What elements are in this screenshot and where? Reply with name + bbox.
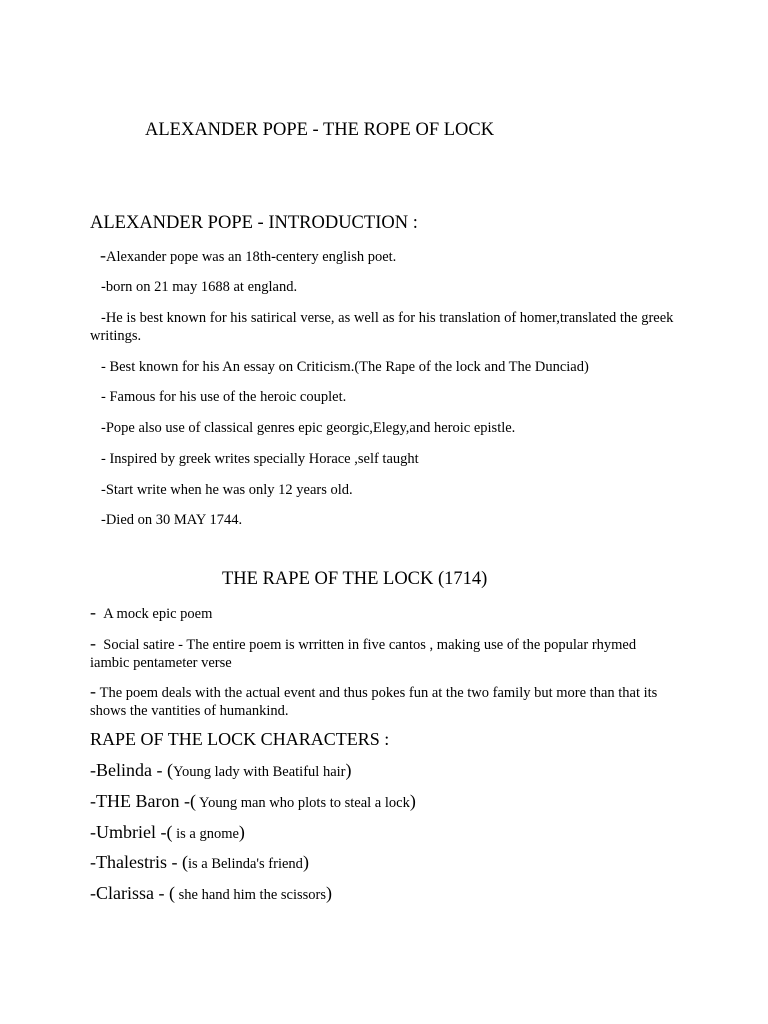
character-name: -Clarissa - ( [90, 883, 175, 903]
character-close: ) [326, 883, 333, 903]
bullet-dash: - [90, 681, 96, 701]
character-item [90, 822, 245, 843]
character-desc: Young lady with Beatiful hair [172, 764, 346, 780]
document-title: ALEXANDER POPE - THE ROPE OF LOCK [145, 120, 495, 140]
character-close: ) [302, 852, 309, 872]
point-text: Social satire - The entire poem is wrritten in five cantos , making use of the popular rhymed iambic pentameter verse [90, 637, 637, 671]
character-close: ) [345, 760, 352, 780]
character-desc: is a Belinda's friend [187, 856, 303, 872]
intro-point: -born on 21 may 1688 at england. [101, 279, 298, 295]
bullet-dash: - [90, 602, 96, 622]
character-close: ) [409, 791, 416, 811]
character-name: -Thalestris - ( [90, 852, 188, 872]
character-item [90, 760, 351, 781]
poem-heading: THE RAPE OF THE LOCK (1714) [222, 569, 488, 589]
characters-heading: RAPE OF THE LOCK CHARACTERS : [90, 729, 390, 749]
bullet-dash: - [90, 633, 96, 653]
point-text: Alexander pope was an 18th-centery english poet. [106, 249, 397, 265]
point-text: A mock epic poem [103, 606, 213, 622]
intro-point: -Start write when he was only 12 years old. [101, 482, 353, 498]
character-item [90, 791, 416, 812]
intro-point [100, 246, 396, 266]
character-name: -THE Baron -( [90, 791, 196, 811]
point-text: The poem deals with the actual event and thus pokes fun at the two family but more than that its shows the vantities of humankind. [90, 685, 658, 719]
intro-point: - Best known for his An essay on Criticism.(The Rape of the lock and The Dunciad) [101, 359, 589, 375]
poem-point [90, 682, 670, 720]
intro-heading: ALEXANDER POPE - INTRODUCTION : [90, 213, 418, 233]
character-item [90, 852, 309, 873]
intro-point: -He is best known for his satirical verse, as well as for his translation of homer,translated the greek writings. [90, 310, 674, 344]
poem-point [90, 603, 212, 623]
intro-point: - Inspired by greek writes specially Horace ,self taught [101, 451, 419, 467]
character-close: ) [238, 822, 245, 842]
character-desc: she hand him the scissors [174, 887, 327, 903]
intro-point: - Famous for his use of the heroic couplet. [101, 389, 347, 405]
character-desc: Young man who plots to steal a lock [195, 795, 410, 811]
poem-point [90, 634, 670, 672]
intro-point: -Died on 30 MAY 1744. [101, 512, 243, 528]
character-item [90, 883, 332, 904]
character-name: -Umbriel -( [90, 822, 173, 842]
bullet-dash: - [100, 245, 106, 265]
intro-point: -Pope also use of classical genres epic georgic,Elegy,and heroic epistle. [101, 420, 516, 436]
character-desc: is a gnome [172, 826, 239, 842]
character-name: -Belinda - ( [90, 760, 173, 780]
